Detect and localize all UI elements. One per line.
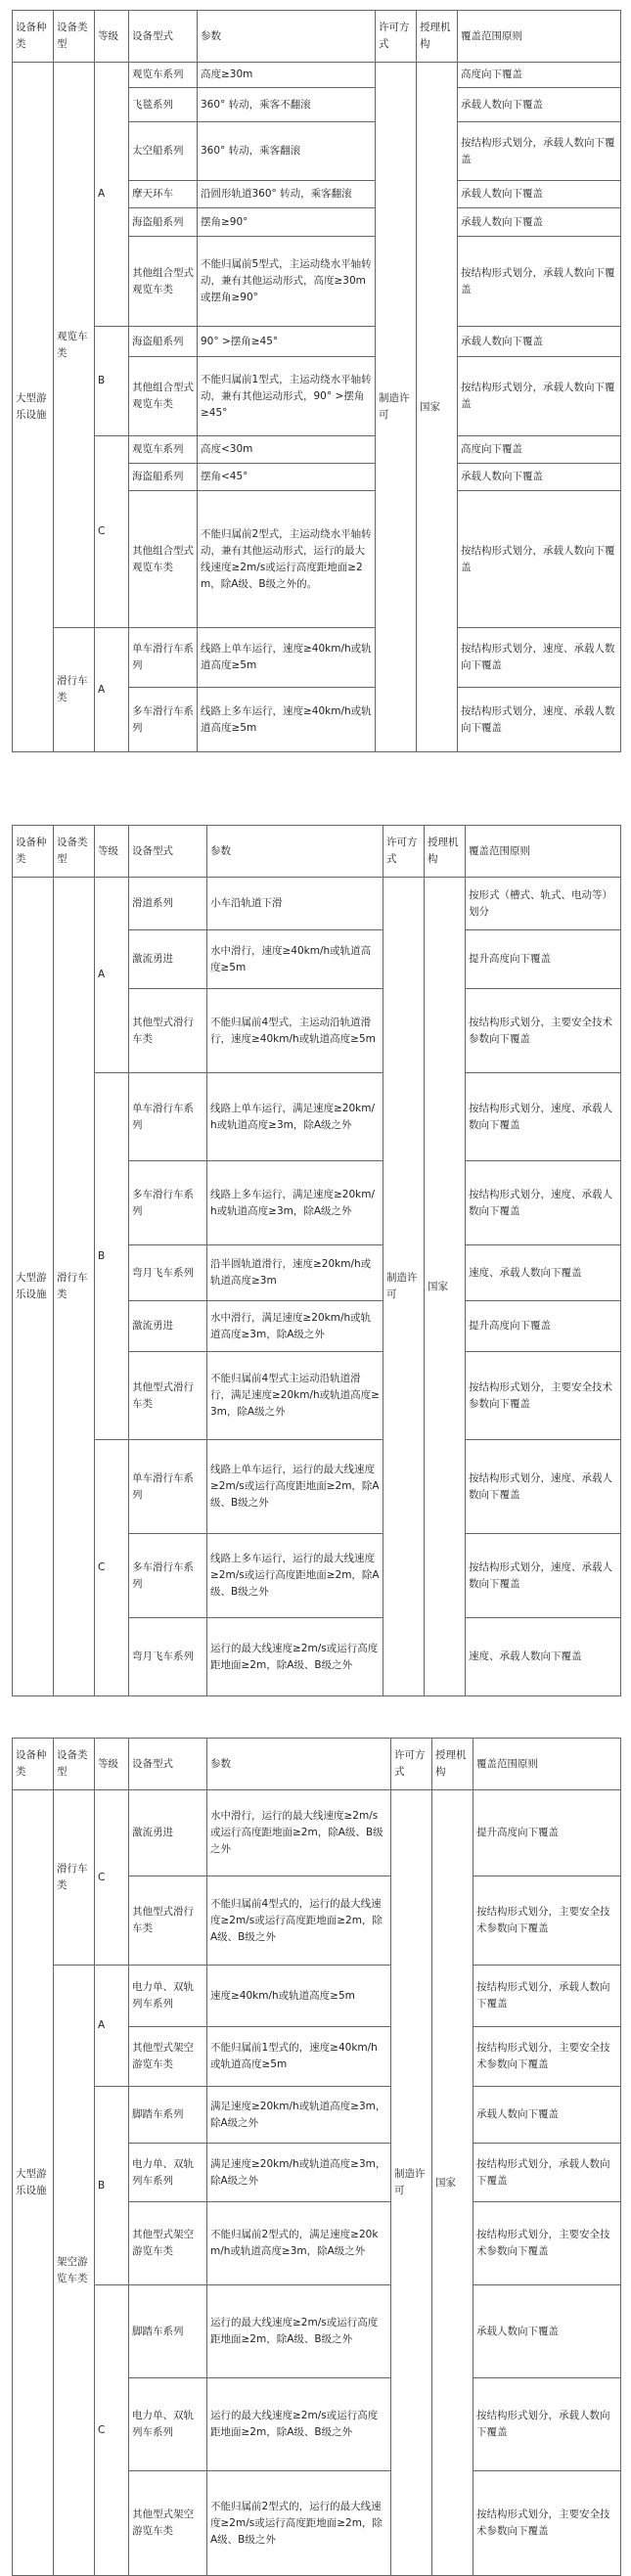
coverage-cell: 承载人数向下覆盖 xyxy=(458,181,621,208)
coverage-cell: 按结构形式划分，承载人数向下覆盖 xyxy=(458,357,621,436)
grade-cell: C xyxy=(95,2285,129,2576)
coverage-cell: 按结构形式划分，主要安全技术参数向下覆盖 xyxy=(473,2027,621,2087)
header-category: 设备种类 xyxy=(13,826,54,878)
equipment-table-3 xyxy=(12,1738,621,2576)
model-cell: 观览车系列 xyxy=(129,436,198,464)
header-license: 许可方式 xyxy=(391,1739,432,1790)
grade-cell: C xyxy=(95,1440,129,1696)
param-cell: 线路上单车运行，运行的最大线速度≥2m/s或运行高度距地面≥2m，除A级、B级之外 xyxy=(207,1440,383,1534)
authority-cell: 国家 xyxy=(425,878,466,1696)
model-cell: 激流勇进 xyxy=(129,1301,207,1352)
coverage-cell: 按结构形式划分，承载人数向下覆盖 xyxy=(458,122,621,181)
model-cell: 观览车系列 xyxy=(129,63,198,88)
coverage-cell: 按结构形式划分，主要安全技术参数向下覆盖 xyxy=(473,2471,621,2576)
model-cell: 电力单、双轨列车系列 xyxy=(129,1966,207,2027)
table-row xyxy=(13,1966,621,2027)
model-cell: 其他型式滑行车类 xyxy=(129,989,207,1073)
param-cell: 摆角≥90° xyxy=(198,208,376,237)
coverage-cell: 按结构形式划分，承载人数向下覆盖 xyxy=(458,491,621,628)
table-row xyxy=(13,1790,621,1876)
coverage-cell: 提升高度向下覆盖 xyxy=(466,1301,621,1352)
param-cell: 不能归属前5型式，主运动绕水平轴转动，兼有其他运动形式，高度≥30m或摆角≥90° xyxy=(198,237,376,327)
header-license: 许可方式 xyxy=(376,11,417,63)
coverage-cell: 按结构形式划分，速度、承载人数向下覆盖 xyxy=(466,1161,621,1245)
param-cell: 不能归属前1型式，主运动绕水平轴转动，兼有其他运动形式，90° >摆角≥45° xyxy=(198,357,376,436)
param-cell: 线路上单车运行，速度≥40km/h或轨道高度≥5m xyxy=(198,628,376,688)
model-cell: 弯月飞车系列 xyxy=(129,1245,207,1301)
coverage-cell: 按结构形式划分，主要安全技术参数向下覆盖 xyxy=(473,2202,621,2285)
model-cell: 其他型式架空游览车类 xyxy=(129,2027,207,2087)
model-cell: 滑道系列 xyxy=(129,878,207,930)
model-cell: 太空船系列 xyxy=(129,122,198,181)
model-cell: 电力单、双轨列车系列 xyxy=(129,2144,207,2202)
header-license: 许可方式 xyxy=(383,826,425,878)
param-cell: 运行的最大线速度≥2m/s或运行高度距地面≥2m，除A级、B级之外 xyxy=(207,2285,391,2378)
param-cell: 沿半圆轨道滑行，速度≥20km/h或轨道高度≥3m xyxy=(207,1245,383,1301)
category-cell: 大型游乐设施 xyxy=(13,878,54,1696)
model-cell: 海盗船系列 xyxy=(129,327,198,357)
model-cell: 激流勇进 xyxy=(129,930,207,989)
model-cell: 电力单、双轨列车系列 xyxy=(129,2378,207,2471)
category-cell: 大型游乐设施 xyxy=(13,1790,54,2576)
coverage-cell: 承载人数向下覆盖 xyxy=(458,208,621,237)
coverage-cell: 承载人数向下覆盖 xyxy=(473,2285,621,2378)
header-params: 参数 xyxy=(198,11,376,63)
header-model: 设备型式 xyxy=(129,11,198,63)
param-cell: 运行的最大线速度≥2m/s或运行高度距地面≥2m，除A级、B级之外 xyxy=(207,1618,383,1696)
table-row xyxy=(13,63,621,88)
model-cell: 脚踏车系列 xyxy=(129,2285,207,2378)
coverage-cell: 按结构形式划分，速度、承载人数向下覆盖 xyxy=(466,1534,621,1618)
grade-cell: C xyxy=(95,436,129,628)
header-subcategory: 设备类型 xyxy=(54,1739,95,1790)
model-cell: 激流勇进 xyxy=(129,1790,207,1876)
grade-cell: B xyxy=(95,1073,129,1440)
param-cell: 360° 转动，乘客翻滚 xyxy=(198,122,376,181)
coverage-cell: 按形式（槽式、轨式、电动等）划分 xyxy=(466,878,621,930)
coverage-cell: 提升高度向下覆盖 xyxy=(466,930,621,989)
model-cell: 摩天环车 xyxy=(129,181,198,208)
header-model: 设备型式 xyxy=(129,1739,207,1790)
param-cell: 线路上多车运行，速度≥40km/h或轨道高度≥5m xyxy=(198,688,376,752)
coverage-cell: 按结构形式划分，速度、承载人数向下覆盖 xyxy=(466,1440,621,1534)
grade-cell: C xyxy=(95,1790,129,1966)
coverage-cell: 按结构形式划分，主要安全技术参数向下覆盖 xyxy=(473,1876,621,1966)
model-cell: 其他型式架空游览车类 xyxy=(129,2202,207,2285)
model-cell: 海盗船系列 xyxy=(129,208,198,237)
param-cell: 不能归属前2型式，主运动绕水平轴转动，兼有其他运动形式，运行的最大线速度≥2m/s或运行高度距地面≥2m，除A级、B级之外的。 xyxy=(198,491,376,628)
param-cell: 线路上多车运行，满足速度≥20km/h或轨道高度≥3m，除A级之外 xyxy=(207,1161,383,1245)
header-model: 设备型式 xyxy=(129,826,207,878)
subcategory-cell: 架空游览车类 xyxy=(54,1966,95,2576)
model-cell: 其他组合型式观览车类 xyxy=(129,237,198,327)
model-cell: 其他型式架空游览车类 xyxy=(129,2471,207,2576)
param-cell: 不能归属前4型式的，运行的最大线速度≥2m/s或运行高度距地面≥2m，除A级、B级之外 xyxy=(207,1876,391,1966)
param-cell: 水中滑行，运行的最大线速度≥2m/s或运行高度距地面≥2m，除A级、B级之外 xyxy=(207,1790,391,1876)
param-cell: 不能归属前4型式主运动沿轨道滑行，满足速度≥20km/h或轨道高度≥3m，除A级之外 xyxy=(207,1352,383,1440)
coverage-cell: 按结构形式划分，承载人数向下覆盖 xyxy=(473,1966,621,2027)
coverage-cell: 按结构形式划分，承载人数向下覆盖 xyxy=(473,2378,621,2471)
param-cell: 线路上单车运行，满足速度≥20km/h或轨道高度≥3m，除A级之外 xyxy=(207,1073,383,1161)
subcategory-cell: 滑行车类 xyxy=(54,1790,95,1966)
header-grade: 等级 xyxy=(95,826,129,878)
param-cell: 满足速度≥20km/h或轨道高度≥3m，除A级之外 xyxy=(207,2087,391,2144)
header-row xyxy=(13,11,621,63)
param-cell: 不能归属前2型式的，满足速度≥20km/h或轨道高度≥3m，除A级之外 xyxy=(207,2202,391,2285)
coverage-cell: 承载人数向下覆盖 xyxy=(473,2087,621,2144)
subcategory-cell: 滑行车类 xyxy=(54,628,95,752)
header-subcategory: 设备类型 xyxy=(54,826,95,878)
coverage-cell: 按结构形式划分，承载人数向下覆盖 xyxy=(473,2144,621,2202)
subcategory-cell: 滑行车类 xyxy=(54,878,95,1696)
coverage-cell: 按结构形式划分，主要安全技术参数向下覆盖 xyxy=(466,1352,621,1440)
header-authority: 授理机构 xyxy=(432,1739,473,1790)
table-row xyxy=(13,878,621,930)
header-category: 设备种类 xyxy=(13,11,54,63)
table-row xyxy=(13,2285,621,2378)
header-params: 参数 xyxy=(207,1739,391,1790)
coverage-cell: 高度向下覆盖 xyxy=(458,436,621,464)
table-row xyxy=(13,628,621,688)
coverage-cell: 速度、承载人数向下覆盖 xyxy=(466,1618,621,1696)
coverage-cell: 提升高度向下覆盖 xyxy=(473,1790,621,1876)
model-cell: 弯月飞车系列 xyxy=(129,1618,207,1696)
param-cell: 运行的最大线速度≥2m/s或运行高度距地面≥2m，除A级、B级之外 xyxy=(207,2378,391,2471)
model-cell: 其他型式滑行车类 xyxy=(129,1876,207,1966)
coverage-cell: 承载人数向下覆盖 xyxy=(458,464,621,491)
coverage-cell: 高度向下覆盖 xyxy=(458,63,621,88)
param-cell: 不能归属前2型式的，运行的最大线速度≥2m/s或运行高度距地面≥2m，除A级、B级之外 xyxy=(207,2471,391,2576)
authority-cell: 国家 xyxy=(417,63,458,752)
model-cell: 其他组合型式观览车类 xyxy=(129,491,198,628)
model-cell: 脚踏车系列 xyxy=(129,2087,207,2144)
param-cell: 不能归属前1型式的，速度≥40km/h或轨道高度≥5m xyxy=(207,2027,391,2087)
grade-cell: B xyxy=(95,2087,129,2285)
coverage-cell: 按结构形式划分，主要安全技术参数向下覆盖 xyxy=(466,989,621,1073)
equipment-table-1 xyxy=(12,10,621,752)
license-cell: 制造许可 xyxy=(391,1790,432,2576)
param-cell: 摆角<45° xyxy=(198,464,376,491)
model-cell: 多车滑行车系列 xyxy=(129,1534,207,1618)
coverage-cell: 按结构形式划分，速度、承载人数向下覆盖 xyxy=(458,628,621,688)
coverage-cell: 承载人数向下覆盖 xyxy=(458,88,621,122)
param-cell: 360° 转动，乘客不翻滚 xyxy=(198,88,376,122)
header-authority: 授理机构 xyxy=(425,826,466,878)
header-grade: 等级 xyxy=(95,1739,129,1790)
table-row xyxy=(13,436,621,464)
authority-cell: 国家 xyxy=(432,1790,473,2576)
grade-cell: A xyxy=(95,1966,129,2087)
param-cell: 速度≥40km/h或轨道高度≥5m xyxy=(207,1966,391,2027)
param-cell: 高度<30m xyxy=(198,436,376,464)
model-cell: 海盗船系列 xyxy=(129,464,198,491)
header-coverage: 覆盖范围原则 xyxy=(458,11,621,63)
table-row xyxy=(13,2087,621,2144)
model-cell: 单车滑行车系列 xyxy=(129,1073,207,1161)
header-row xyxy=(13,826,621,878)
coverage-cell: 按结构形式划分，速度、承载人数向下覆盖 xyxy=(466,1073,621,1161)
param-cell: 90° >摆角≥45° xyxy=(198,327,376,357)
license-cell: 制造许可 xyxy=(376,63,417,752)
coverage-cell: 按结构形式划分，承载人数向下覆盖 xyxy=(458,237,621,327)
category-cell: 大型游乐设施 xyxy=(13,63,54,752)
param-cell: 不能归属前4型式，主运动沿轨道滑行，速度≥40km/h或轨道高度≥5m xyxy=(207,989,383,1073)
model-cell: 单车滑行车系列 xyxy=(129,1440,207,1534)
coverage-cell: 按结构形式划分，速度、承载人数向下覆盖 xyxy=(458,688,621,752)
table-row xyxy=(13,1073,621,1161)
param-cell: 小车沿轨道下滑 xyxy=(207,878,383,930)
model-cell: 飞毯系列 xyxy=(129,88,198,122)
subcategory-cell: 观览车类 xyxy=(54,63,95,628)
license-cell: 制造许可 xyxy=(383,878,425,1696)
coverage-cell: 承载人数向下覆盖 xyxy=(458,327,621,357)
grade-cell: B xyxy=(95,327,129,436)
param-cell: 满足速度≥20km/h或轨道高度≥3m，除A级之外 xyxy=(207,2144,391,2202)
table-row xyxy=(13,1440,621,1534)
equipment-table-2 xyxy=(12,825,621,1696)
model-cell: 多车滑行车系列 xyxy=(129,1161,207,1245)
header-category: 设备种类 xyxy=(13,1739,54,1790)
header-coverage: 覆盖范围原则 xyxy=(466,826,621,878)
header-row xyxy=(13,1739,621,1790)
grade-cell: A xyxy=(95,63,129,327)
model-cell: 其他型式滑行车类 xyxy=(129,1352,207,1440)
table-row xyxy=(13,327,621,357)
coverage-cell: 速度、承载人数向下覆盖 xyxy=(466,1245,621,1301)
model-cell: 单车滑行车系列 xyxy=(129,628,198,688)
param-cell: 线路上多车运行，运行的最大线速度≥2m/s或运行高度距地面≥2m，除A级、B级之外 xyxy=(207,1534,383,1618)
model-cell: 其他组合型式观览车类 xyxy=(129,357,198,436)
model-cell: 多车滑行车系列 xyxy=(129,688,198,752)
grade-cell: A xyxy=(95,628,129,752)
param-cell: 水中滑行，速度≥40km/h或轨道高度≥5m xyxy=(207,930,383,989)
header-coverage: 覆盖范围原则 xyxy=(473,1739,621,1790)
header-params: 参数 xyxy=(207,826,383,878)
grade-cell: A xyxy=(95,878,129,1073)
param-cell: 沿圆形轨道360° 转动，乘客翻滚 xyxy=(198,181,376,208)
header-subcategory: 设备类型 xyxy=(54,11,95,63)
header-authority: 授理机构 xyxy=(417,11,458,63)
param-cell: 高度≥30m xyxy=(198,63,376,88)
header-grade: 等级 xyxy=(95,11,129,63)
param-cell: 水中滑行，满足速度≥20km/h或轨道高度≥3m，除A级之外 xyxy=(207,1301,383,1352)
